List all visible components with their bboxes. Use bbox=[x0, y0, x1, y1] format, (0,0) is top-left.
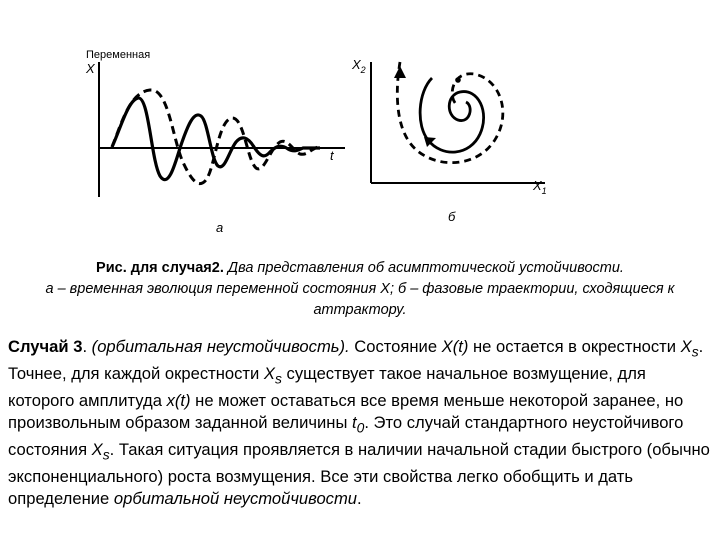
definition-term: орбитальной неустойчивости bbox=[113, 489, 358, 509]
math-x-t: X(t) bbox=[441, 337, 469, 356]
panel-b bbox=[351, 57, 547, 224]
caption-lead: Рис. для случая2. bbox=[96, 260, 228, 276]
math-xs: $X_s$ bbox=[91, 440, 110, 463]
panel-b-x-axis-symbol: $X_1$ bbox=[533, 178, 547, 196]
caption-line1: Два представления об асимптотической устойчивости. bbox=[227, 260, 624, 276]
case-label: Случай 3 bbox=[8, 337, 83, 356]
panel-a-label: а bbox=[216, 220, 224, 235]
case3-paragraph bbox=[8, 336, 714, 510]
figure-asymptotic-stability bbox=[0, 0, 720, 245]
panel-b-label: б bbox=[448, 209, 456, 224]
caption-line3: аттрактору. bbox=[313, 302, 407, 318]
text-run: Состояние bbox=[349, 337, 442, 356]
text-run: не может оставаться все время меньше некоторой заранее, но произвольным образом заданной величины bbox=[8, 391, 684, 433]
caption-line2: а – временная эволюция переменной состояния X; б – фазовые траектории, сходящиеся к bbox=[45, 281, 675, 297]
panel-a-y-axis-title: Переменная bbox=[86, 49, 151, 61]
math-x-small-t: x(t) bbox=[166, 391, 191, 411]
text-run: . Это случай стандартного неустойчивого состояния bbox=[8, 413, 684, 460]
panel-a-x-axis-symbol: t bbox=[330, 148, 334, 163]
text-run: . Точнее, для каждой окрестности bbox=[8, 337, 704, 384]
panel-a-y-axis-symbol: X bbox=[86, 61, 95, 76]
panel-a bbox=[85, 49, 345, 235]
panel-a-solid-curve bbox=[112, 98, 320, 180]
text-run: существует такое начальное возмущение, для которого амплитуда bbox=[8, 364, 646, 411]
panel-b-y-axis-symbol: $X_2$ bbox=[352, 57, 366, 75]
panel-b-end-dot bbox=[455, 77, 461, 83]
text-run: . bbox=[357, 489, 362, 509]
figure-caption bbox=[40, 258, 680, 321]
math-t0: $t_0$ bbox=[351, 413, 365, 436]
text-run: . Такая ситуация проявляется в наличии начальной стадии быстрого (обычно экспоненциального) роста возмущения. Все эти свойства легко обобщить и дать определение bbox=[8, 440, 710, 509]
case-label-dot: . bbox=[82, 337, 92, 356]
text-run: не остается в окрестности bbox=[468, 337, 681, 356]
math-xs: $X_s$ bbox=[263, 364, 282, 387]
case-title: (орбитальная неустойчивость). bbox=[91, 337, 350, 356]
math-xs: $X_s$ bbox=[680, 337, 699, 360]
panel-b-dashed-arrowhead bbox=[394, 66, 406, 78]
